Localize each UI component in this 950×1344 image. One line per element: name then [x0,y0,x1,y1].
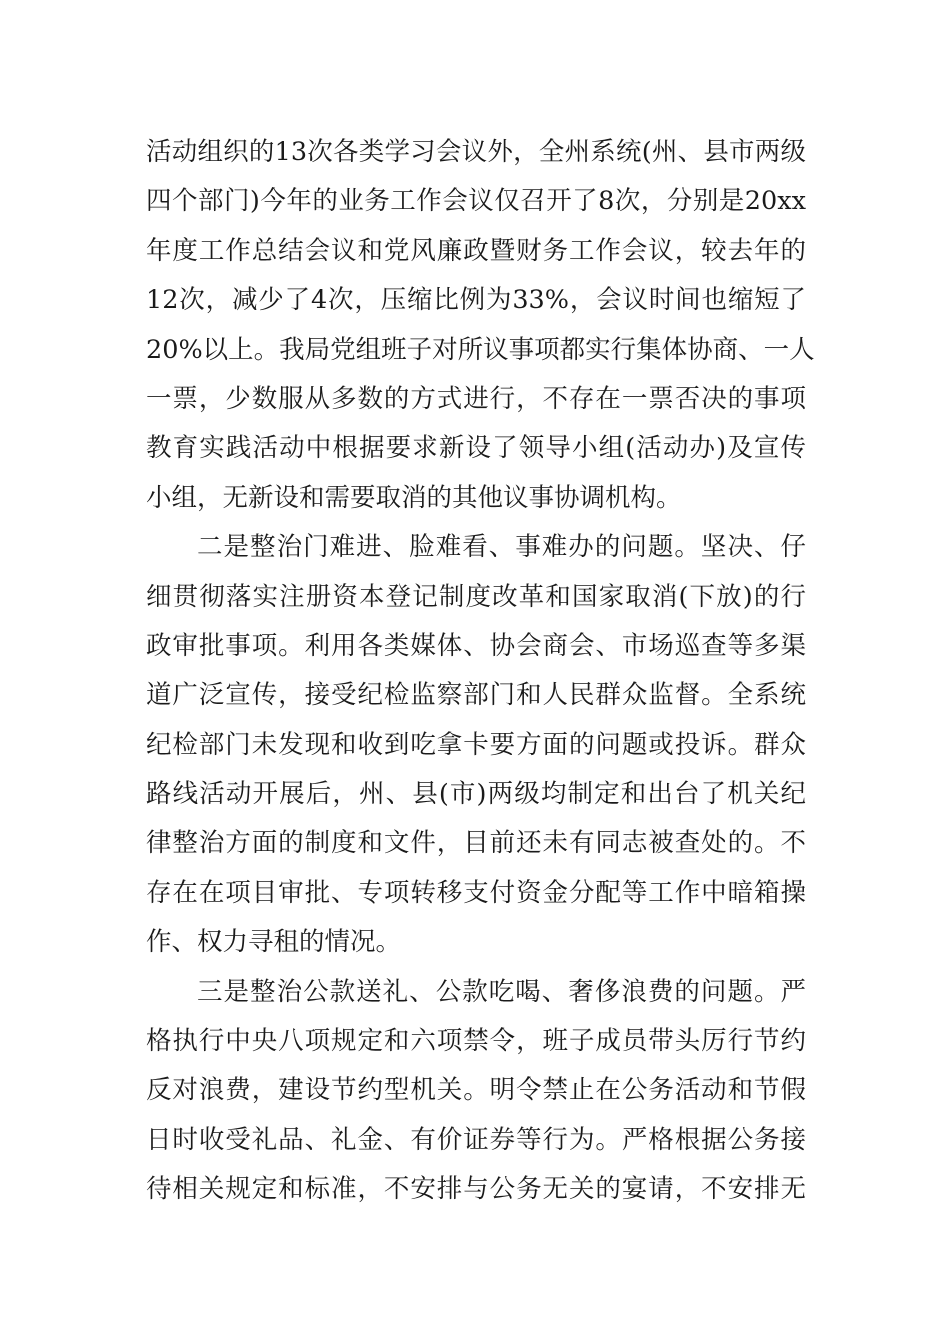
text-line: 道广泛宣传，接受纪检监察部门和人民群众监督。全系统 [146,680,806,711]
text-line: 日时收受礼品、礼金、有价证券等行为。严格根据公务接 [146,1124,806,1155]
text-line: 年度工作总结会议和党风廉政暨财务工作会议，较去年的 [146,235,806,266]
text-line: 政审批事项。利用各类媒体、协会商会、市场巡查等多渠 [146,630,806,661]
text-line: 一票，少数服从多数的方式进行，不存在一票否决的事项 [146,383,806,414]
text-line: 四个部门)今年的业务工作会议仅召开了8次，分别是20xx [146,186,806,217]
text-line: 小组，无新设和需要取消的其他议事协调机构。 [146,482,682,513]
text-line: 待相关规定和标准，不安排与公务无关的宴请，不安排无 [146,1174,806,1205]
document-body [146,128,815,1215]
text-line: 路线活动开展后，州、县(市)两级均制定和出台了机关纪 [146,779,806,810]
text-line: 教育实践活动中根据要求新设了领导小组(活动办)及宣传 [146,433,806,464]
text-line: 反对浪费，建设节约型机关。明令禁止在公务活动和节假 [146,1075,806,1106]
text-line: 20%以上。我局党组班子对所议事项都实行集体协商、一人 [146,334,815,365]
text-line: 作、权力寻租的情况。 [146,927,402,958]
paragraph-first-line: 三是整治公款送礼、公款吃喝、奢侈浪费的问题。严 [197,976,806,1007]
text-line: 纪检部门未发现和收到吃拿卡要方面的问题或投诉。群众 [146,729,806,760]
text-line: 12次，减少了4次，压缩比例为33%，会议时间也缩短了 [146,285,806,316]
text-line: 活动组织的13次各类学习会议外，全州系统(州、县市两级 [146,137,806,167]
text-line: 格执行中央八项规定和六项禁令，班子成员带头厉行节约 [146,1026,806,1057]
text-line: 细贯彻落实注册资本登记制度改革和国家取消(下放)的行 [146,581,806,612]
paragraph-first-line: 二是整治门难进、脸难看、事难办的问题。坚决、仔 [197,532,806,563]
text-line: 存在在项目审批、专项转移支付资金分配等工作中暗箱操 [146,877,806,908]
text-line: 律整治方面的制度和文件，目前还未有同志被查处的。不 [146,828,806,859]
